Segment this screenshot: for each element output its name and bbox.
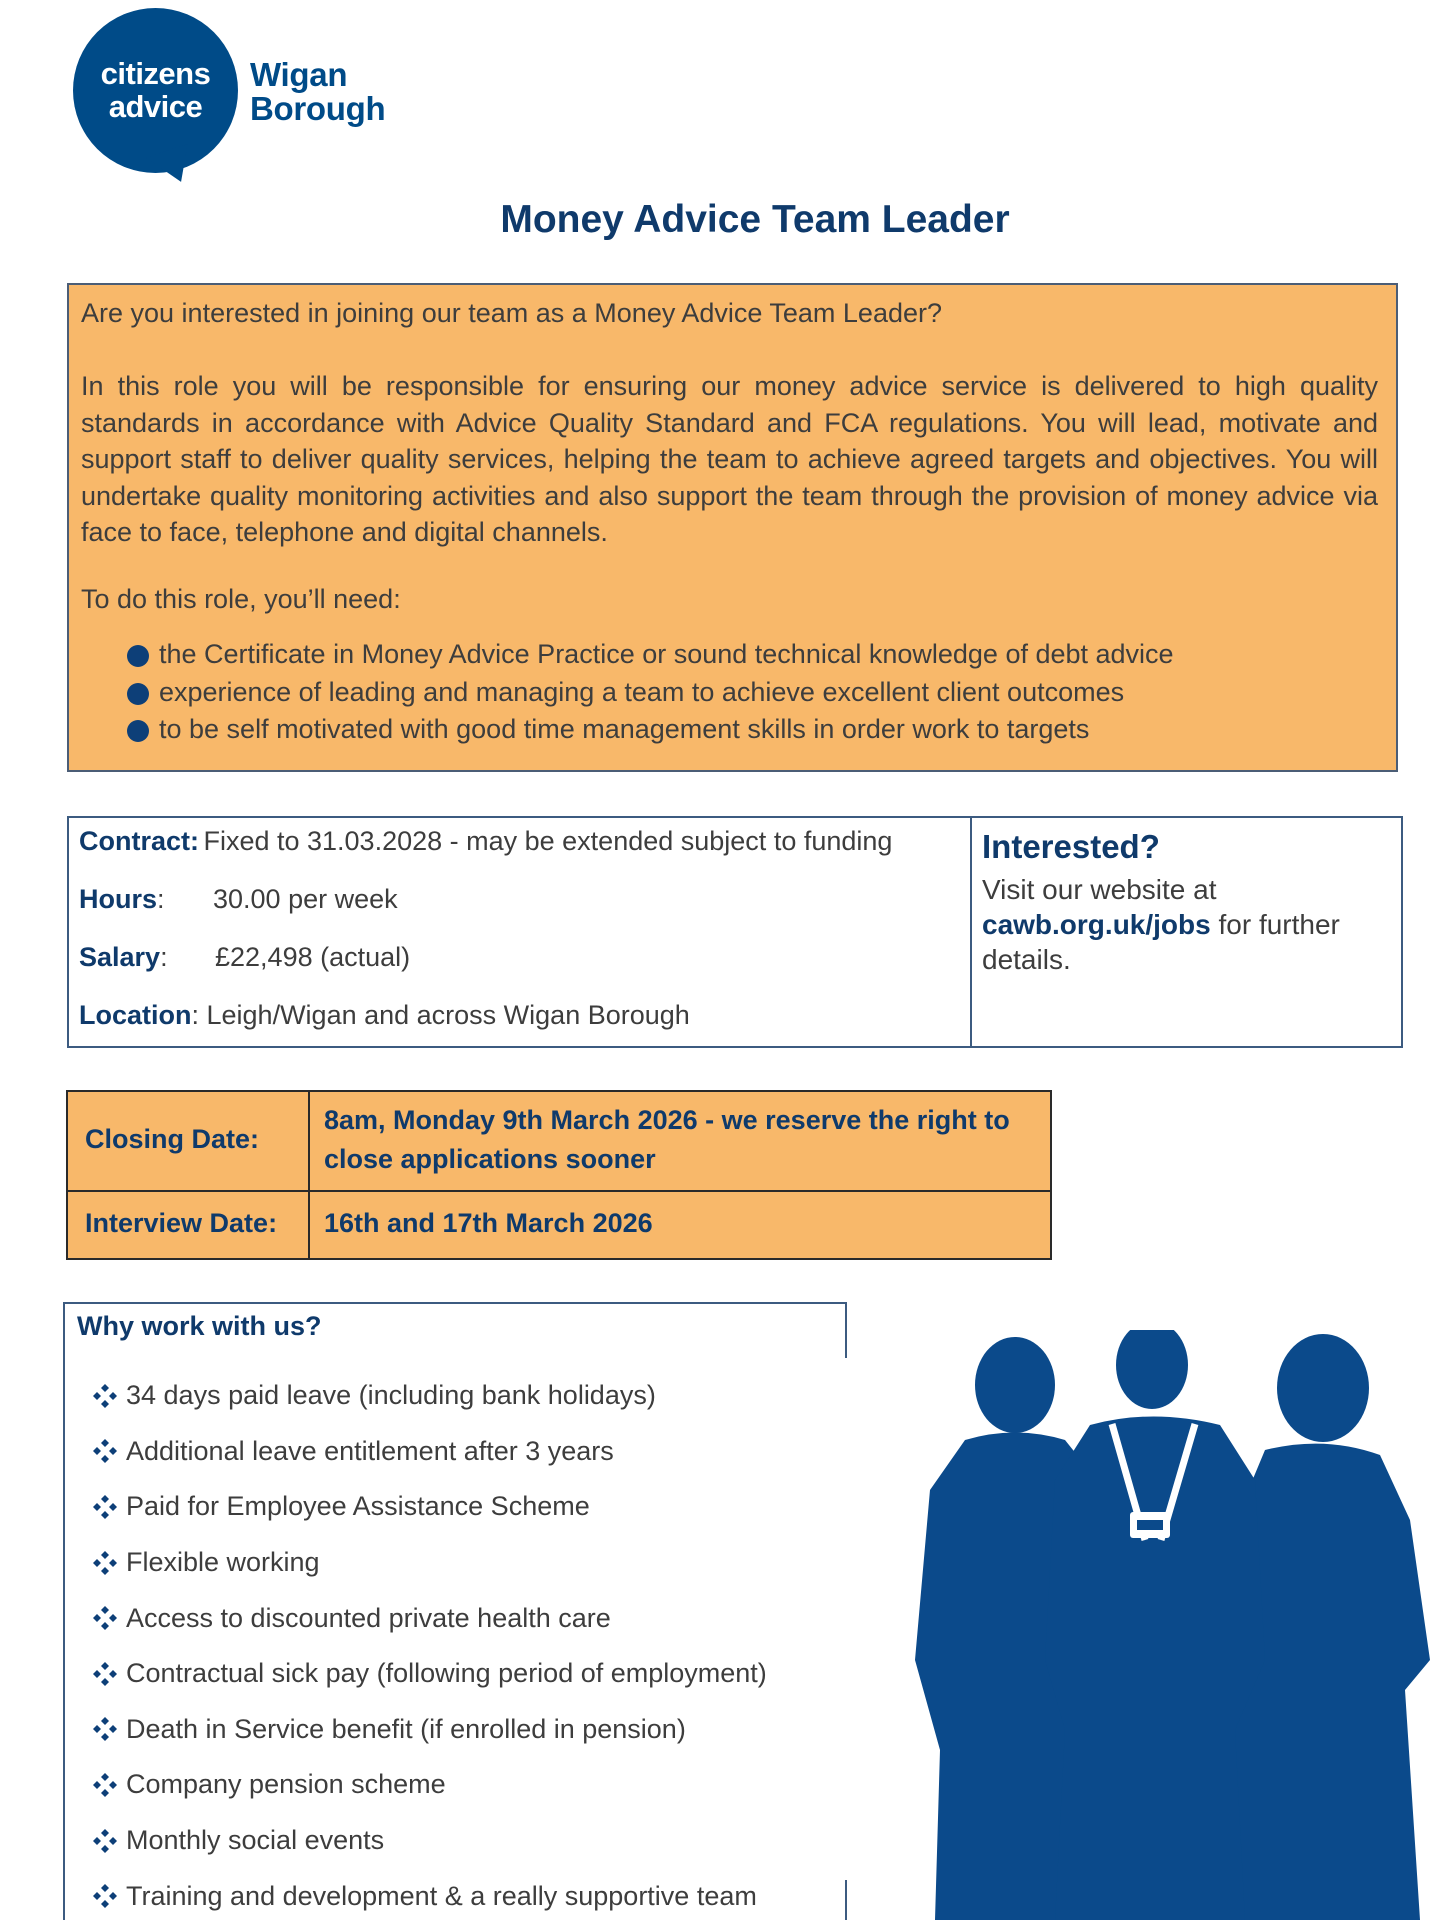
salary-value: £22,498 (actual) [215,942,411,972]
diamond-bullet-icon [92,1494,118,1520]
intro-box [67,283,1398,772]
diamond-bullet-icon [92,1772,118,1798]
bullet-icon [127,645,149,667]
benefit-text: Paid for Employee Assistance Scheme [126,1491,590,1522]
closing-date-label: Closing Date: [85,1124,260,1154]
diamond-bullet-icon [92,1550,118,1576]
list-item [127,636,1174,674]
list-item [127,711,1174,749]
dates-table-col-divider [308,1090,310,1260]
contract-divider [970,816,972,1048]
benefit-text: Flexible working [126,1547,320,1578]
salary-colon: : [160,942,168,972]
diamond-bullet-icon [92,1716,118,1742]
hours-label: Hours [79,884,158,914]
intro-paragraph: In this role you will be responsible for ensuring our money advice service is delivered to high quality standards in accordance with Advice Quality Standard and FCA regulations. You will lead, motivate and support staff to deliver quality services, helping the team to achieve agreed targets and objectives. You will undertake quality monitoring activities and also support the team through the provision of money advice via face to face, telephone and digital channels. [81,371,1378,547]
logo-org-line2: Borough [250,90,386,127]
interested-title: Interested? [982,828,1160,865]
benefit-item [92,1590,767,1646]
why-work-title: Why work with us? [77,1311,322,1341]
interested-text-after: for further details. [982,909,1340,975]
diamond-bullet-icon [92,1661,118,1687]
location-row [79,1000,690,1031]
diamond-bullet-icon [92,1438,118,1464]
logo-org-line1: Wigan [250,56,348,93]
benefit-item [92,1646,767,1702]
requirement-text: experience of leading and managing a team to achieve excellent client outcomes [159,676,1125,707]
why-box-border-left [63,1302,65,1920]
benefit-text: Monthly social events [126,1825,385,1856]
dates-table-row-divider [66,1190,1052,1192]
benefit-item [92,1424,767,1480]
interested-text [982,872,1392,977]
hours-row [79,884,398,915]
diamond-bullet-icon [92,1383,118,1409]
closing-date-value: 8am, Monday 9th March 2026 - we reserve the right to close applications sooner [324,1105,1010,1174]
website-link[interactable]: cawb.org.uk/jobs [982,909,1211,940]
benefit-item [92,1757,767,1813]
requirements-list [127,636,1174,749]
benefit-text: Company pension scheme [126,1769,446,1800]
benefit-text: Access to discounted private health care [126,1602,611,1633]
interview-date-value: 16th and 17th March 2026 [324,1208,653,1238]
benefit-text: Contractual sick pay (following period of employment) [126,1658,767,1689]
why-box-border-top [63,1302,847,1304]
logo-text-line1: citizens [100,56,211,91]
contract-value: Fixed to 31.03.2028 - may be extended subject to funding [203,826,893,856]
benefit-item [92,1368,767,1424]
salary-row [79,942,411,973]
location-value: : Leigh/Wigan and across Wigan Borough [191,1000,690,1030]
benefits-list [92,1368,767,1924]
diamond-bullet-icon [92,1883,118,1909]
benefit-text: 34 days paid leave (including bank holidays) [126,1380,656,1411]
salary-label: Salary [79,942,161,972]
people-silhouette-icon [905,1330,1430,1920]
benefit-item [92,1535,767,1591]
benefit-text: Additional leave entitlement after 3 years [126,1435,614,1466]
hours-value: 30.00 per week [213,884,398,914]
contract-label: Contract: [79,826,199,856]
benefit-item [92,1868,767,1924]
benefit-text: Training and development & a really supportive team [126,1880,757,1911]
requirement-text: to be self motivated with good time management skills in order work to targets [159,714,1090,744]
contract-row [79,826,892,857]
bullet-icon [127,683,149,705]
diamond-bullet-icon [92,1605,118,1631]
diamond-bullet-icon [92,1828,118,1854]
list-item [127,674,1174,712]
hours-colon: : [157,884,165,914]
bullet-icon [127,720,149,742]
location-label: Location [79,1000,192,1030]
interested-text-before: Visit our website at [982,874,1217,905]
why-box-border-right [845,1302,847,1358]
benefit-item [92,1702,767,1758]
page-title: Money Advice Team Leader [500,198,1010,241]
interview-date-label: Interview Date: [85,1208,278,1238]
why-box-border-right-lower [845,1880,847,1920]
logo-text-line2: advice [108,89,203,124]
intro-question: Are you interested in joining our team as a Money Advice Team Leader? [81,298,943,328]
intro-need-heading: To do this role, you’ll need: [81,584,401,614]
requirement-text: the Certificate in Money Advice Practice or sound technical knowledge of debt advice [159,639,1174,669]
benefit-item [92,1479,767,1535]
benefit-item [92,1813,767,1869]
benefit-text: Death in Service benefit (if enrolled in pension) [126,1713,686,1744]
